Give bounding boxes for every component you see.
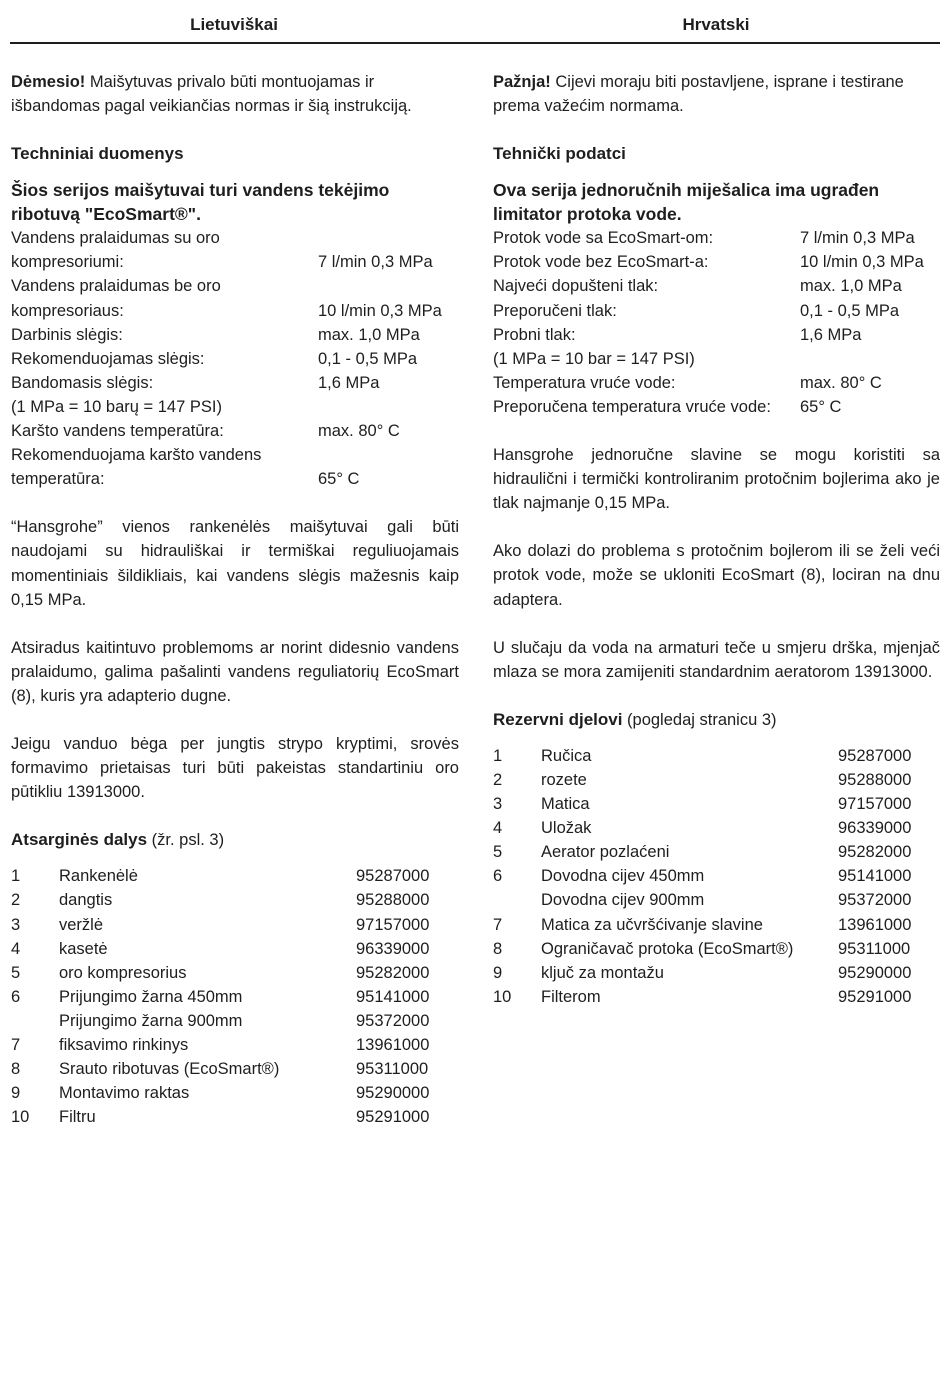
part-number: 7	[11, 1036, 21, 1054]
spec-value: max. 80° C	[800, 373, 882, 392]
part-number: 5	[11, 963, 21, 982]
spare-parts-reference: (pogledaj stranicu 3)	[622, 710, 777, 729]
part-code: 95290000	[838, 963, 912, 982]
spec-row	[493, 274, 940, 298]
part-number: 2	[11, 891, 21, 910]
part-name: Dovodna cijev 900mm	[541, 891, 705, 910]
spare-parts-title: Atsarginės dalys	[11, 830, 148, 850]
part-name: Ručica	[541, 746, 592, 765]
technical-data-heading: Techniniai duomenys	[11, 144, 184, 164]
part-code: 95282000	[356, 963, 430, 982]
spec-label: Najveći dopušteni tlak:	[493, 277, 659, 296]
part-name: fiksavimo rinkinys	[59, 1036, 189, 1054]
technical-data-list	[11, 226, 459, 491]
part-name: Srauto ribotuvas (EcoSmart®)	[59, 1060, 280, 1079]
part-number: 3	[11, 915, 21, 934]
spec-row	[11, 419, 459, 443]
column-heading-croatian: Hrvatski	[682, 15, 750, 34]
part-number: 8	[493, 939, 503, 958]
spec-value: 10 l/min 0,3 MPa	[800, 253, 924, 272]
part-name: Matica	[541, 795, 590, 814]
warning-text: Cijevi moraju biti postavljene, isprane i testirane prema važećim normama.	[493, 73, 904, 116]
part-number: 1	[11, 867, 21, 886]
spec-label: Preporučeni tlak:	[493, 301, 617, 320]
warning-paragraph	[493, 70, 940, 118]
part-code: 95288000	[356, 891, 430, 910]
spare-part-row	[11, 961, 459, 985]
spare-part-row	[493, 888, 940, 912]
spec-row	[11, 371, 459, 395]
warning-label: Dėmesio!	[11, 73, 86, 91]
spare-part-row	[11, 1057, 459, 1081]
spec-value: max. 80° C	[318, 422, 400, 441]
part-number: 8	[11, 1060, 21, 1079]
part-number: 10	[493, 987, 512, 1006]
info-paragraph-3: Jeigu vanduo bėga per jungtis strypo kryptimi, srovės formavimo prietaisas turi būti pakeistas standartiniu oro pūtikliu 13913000.	[11, 734, 459, 802]
spare-part-row	[11, 985, 459, 1009]
spare-part-row	[11, 1105, 459, 1129]
spec-row	[493, 299, 940, 323]
part-name: Filtru	[59, 1108, 96, 1127]
spare-part-row	[493, 816, 940, 840]
series-heading: Ova serija jednoručnih miješalica ima ugrađen limitator protoka vode.	[493, 180, 880, 225]
spare-part-row	[493, 792, 940, 816]
part-name: Ograničavač protoka (EcoSmart®)	[541, 939, 794, 958]
part-number: 5	[493, 843, 503, 862]
spec-label: Probni tlak:	[493, 325, 576, 344]
spec-label: Vandens pralaidumas be oro kompresoriaus:	[11, 277, 221, 320]
spec-row	[11, 274, 459, 322]
spare-part-row	[493, 961, 940, 985]
spec-value: 1,6 MPa	[800, 325, 862, 344]
lithuanian-column	[11, 70, 459, 1129]
part-number	[493, 888, 541, 912]
part-number: 4	[493, 819, 503, 838]
spare-part-row	[493, 864, 940, 888]
spare-parts-list	[11, 864, 459, 1129]
spec-label: Rekomenduojamas slėgis:	[11, 349, 205, 368]
part-name: kasetė	[59, 939, 108, 958]
part-code: 95291000	[838, 987, 912, 1006]
spec-label: (1 MPa = 10 bar = 147 PSI)	[493, 349, 695, 368]
technical-data-list	[493, 226, 940, 419]
spare-part-row	[493, 744, 940, 768]
part-name: Montavimo raktas	[59, 1084, 190, 1103]
spare-part-row	[11, 1033, 459, 1057]
part-name: dangtis	[59, 891, 113, 910]
part-code: 95291000	[356, 1108, 430, 1127]
spec-row	[493, 347, 940, 371]
info-paragraph-2: Ako dolazi do problema s protočnim bojlerom ili se želi veći protok vode, može se ukloniti EcoSmart (8), lociran na dnu adaptera.	[493, 542, 940, 609]
spare-parts-heading	[11, 828, 459, 852]
spec-value: 0,1 - 0,5 MPa	[800, 301, 900, 320]
part-number: 6	[11, 987, 21, 1006]
spec-label: Protok vode bez EcoSmart-a:	[493, 253, 709, 272]
part-code: 95372000	[838, 891, 912, 910]
part-code: 97157000	[356, 915, 430, 934]
column-heading-lithuanian: Lietuviškai	[190, 15, 278, 34]
spare-part-row	[493, 768, 940, 792]
part-code: 95282000	[838, 843, 912, 862]
part-number: 2	[493, 770, 503, 789]
part-code: 95311000	[838, 939, 911, 958]
part-code: 95141000	[838, 867, 912, 886]
spec-label: Temperatura vruće vode:	[493, 373, 676, 392]
info-paragraph-1: “Hansgrohe” vienos rankenėlės maišytuvai gali būti naudojami su hidrauliškai ir termiškai reguliuojamais momentiniais šildikliais, kai vandens slėgis mažesnis kaip 0,15 MPa.	[11, 518, 459, 609]
part-name: Matica za učvršćivanje slavine	[541, 915, 763, 934]
part-name: Aerator pozlaćeni	[541, 843, 670, 862]
part-number: 7	[493, 915, 503, 934]
part-name: veržlė	[59, 915, 104, 934]
warning-paragraph	[11, 70, 459, 118]
spec-value: 65° C	[318, 470, 360, 489]
part-code: 95141000	[356, 987, 430, 1006]
spec-value: 7 l/min 0,3 MPa	[318, 253, 433, 272]
spec-label: Karšto vandens temperatūra:	[11, 422, 224, 441]
spare-part-row	[11, 888, 459, 912]
part-number	[11, 1009, 59, 1033]
spec-value: max. 1,0 MPa	[800, 277, 902, 296]
spec-row	[493, 323, 940, 347]
info-paragraph-2: Atsiradus kaitintuvo problemoms ar norint didesnio vandens pralaidumo, galima pašalinti vandens reguliatorių EcoSmart (8), kuris yra adapterio dugne.	[11, 638, 459, 705]
spare-part-row	[493, 937, 940, 961]
part-number: 3	[493, 795, 503, 814]
part-code: 95372000	[356, 1011, 430, 1030]
part-number: 6	[493, 867, 503, 886]
part-code: 97157000	[838, 795, 912, 814]
spec-label: Darbinis slėgis:	[11, 325, 123, 344]
spec-value: max. 1,0 MPa	[318, 325, 420, 344]
spec-row	[11, 347, 459, 371]
spec-value: 7 l/min 0,3 MPa	[800, 229, 915, 248]
spec-value: 0,1 - 0,5 MPa	[318, 349, 418, 368]
spec-row	[493, 250, 940, 274]
spec-row	[493, 371, 940, 395]
part-code: 95287000	[356, 867, 430, 886]
header-divider	[10, 42, 940, 44]
spec-label: Protok vode sa EcoSmart-om:	[493, 229, 714, 248]
part-code: 96339000	[838, 819, 912, 838]
technical-data-heading: Tehnički podatci	[493, 144, 626, 164]
part-code: 95287000	[838, 746, 912, 765]
part-name: rozete	[541, 770, 587, 789]
spare-part-row	[11, 937, 459, 961]
spare-parts-title: Rezervni djelovi	[493, 709, 623, 729]
part-number: 1	[493, 746, 503, 765]
spec-row	[11, 226, 459, 274]
part-name: Uložak	[541, 819, 592, 838]
spare-parts-reference: (žr. psl. 3)	[147, 831, 225, 850]
spec-value: 1,6 MPa	[318, 373, 380, 392]
spare-part-row	[493, 840, 940, 864]
series-heading: Šios serijos maišytuvai turi vandens tekėjimo ribotuvą "EcoSmart®".	[11, 180, 390, 225]
spare-parts-heading	[493, 708, 940, 732]
part-name: oro kompresorius	[59, 963, 187, 982]
spec-label: Bandomasis slėgis:	[11, 373, 154, 392]
info-paragraph-1: Hansgrohe jednoručne slavine se mogu koristiti sa hidraulični i termički kontroliranim protočnim bojlerima ako je tlak najmanje 0,15 MPa.	[493, 446, 940, 513]
spec-row	[493, 226, 940, 250]
spare-part-row	[11, 864, 459, 888]
part-code: 13961000	[356, 1036, 430, 1054]
spare-part-row	[11, 913, 459, 937]
part-number: 10	[11, 1108, 30, 1127]
spare-part-row	[493, 985, 940, 1009]
spare-part-row	[493, 913, 940, 937]
spec-row	[11, 323, 459, 347]
spare-part-row	[11, 1009, 459, 1033]
part-code: 95288000	[838, 770, 912, 789]
part-code: 96339000	[356, 939, 430, 958]
spec-value: 65° C	[800, 397, 842, 416]
part-number: 9	[11, 1084, 21, 1103]
spec-row	[493, 395, 940, 419]
warning-label: Pažnja!	[493, 73, 551, 91]
part-name: Filterom	[541, 987, 601, 1006]
part-code: 95311000	[356, 1060, 429, 1079]
part-code: 95290000	[356, 1084, 430, 1103]
spare-parts-list	[493, 744, 940, 1009]
spec-label: Vandens pralaidumas su oro kompresoriumi:	[11, 229, 220, 272]
spare-part-row	[11, 1081, 459, 1105]
spec-label: (1 MPa = 10 barų = 147 PSI)	[11, 397, 222, 416]
part-number: 4	[11, 939, 21, 958]
part-name: Rankenėlė	[59, 867, 138, 886]
part-name: Prijungimo žarna 450mm	[59, 987, 243, 1006]
spec-value: 10 l/min 0,3 MPa	[318, 301, 442, 320]
croatian-column	[493, 70, 940, 1009]
spec-row	[11, 443, 459, 491]
part-name: Dovodna cijev 450mm	[541, 867, 705, 886]
part-number: 9	[493, 963, 503, 982]
info-paragraph-3: U slučaju da voda na armaturi teče u smjeru drška, mjenjač mlaza se mora zamijeniti standardnim aeratorom 13913000.	[493, 638, 940, 681]
spec-label: Rekomenduojama karšto vandens temperatūra:	[11, 446, 262, 489]
spec-row	[11, 395, 459, 419]
part-code: 13961000	[838, 915, 912, 934]
warning-text: Maišytuvas privalo būti montuojamas ir išbandomas pagal veikiančias normas ir šią instrukciją.	[11, 73, 412, 116]
spec-label: Preporučena temperatura vruće vode:	[493, 397, 771, 416]
part-name: Prijungimo žarna 900mm	[59, 1011, 243, 1030]
part-name: ključ za montažu	[541, 963, 664, 982]
